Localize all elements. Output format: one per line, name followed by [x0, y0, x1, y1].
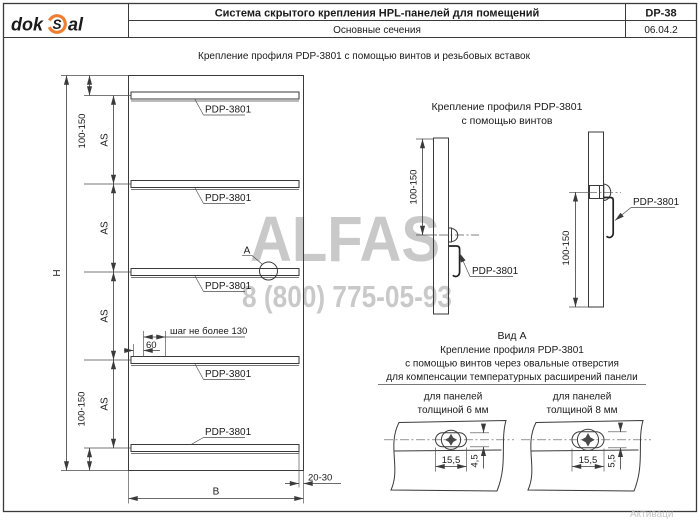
rail-4-label: PDP-3801	[205, 369, 252, 380]
logo-text-s: S	[52, 16, 62, 32]
profile-label-view1: PDP-3801	[472, 266, 519, 277]
dim-offset-bottom	[77, 392, 90, 471]
sheet-subtitle: Основные сечения	[333, 25, 421, 36]
sheet-code: DP-38	[645, 7, 677, 20]
rail-1-label: PDP-3801	[205, 104, 252, 116]
slot-detail-6mm	[384, 421, 514, 492]
dim-as-label-1: AS	[99, 133, 111, 147]
view-a-section	[378, 330, 651, 491]
watermark	[242, 203, 452, 314]
dim-as-label-4: AS	[99, 397, 111, 411]
profile-label-view2: PDP-3801	[633, 197, 680, 208]
dim-b	[129, 471, 304, 504]
rail-5-label: PDP-3801	[205, 427, 252, 438]
logo-text-dok: dok	[11, 14, 44, 35]
view-a-line1: Крепление профиля PDP-3801	[440, 345, 584, 356]
dim-edge-label: 20-30	[308, 472, 333, 484]
detail-a-label: A	[243, 245, 251, 257]
dim-offset-top	[77, 76, 90, 149]
dim-slot-width-8: 15,5	[578, 455, 598, 466]
dim-slot-width-6: 15,5	[441, 455, 461, 466]
screw-section-title-2: с помощью винтов	[461, 115, 553, 127]
dim-offset-view1: 100-150	[408, 169, 420, 205]
rail-2-label: PDP-3801	[205, 193, 252, 204]
profile-rail-5	[131, 445, 299, 454]
watermark-corner: Активаци	[630, 509, 674, 520]
sheet-number: 06.04.2	[644, 25, 678, 36]
phillips-cross-icon	[445, 434, 457, 446]
rail-3-label: PDP-3801	[205, 281, 252, 292]
profile-bracket-1	[449, 246, 460, 276]
view-a-title: Вид А	[497, 330, 527, 342]
panel8-caption-1: для панелей	[552, 391, 612, 403]
dim-as-label-2: AS	[99, 221, 111, 235]
wall-section-2	[589, 132, 604, 307]
screw-section-title-1: Крепление профиля PDP-3801	[431, 101, 583, 113]
profile-bracket-2	[604, 198, 613, 238]
dim-h-label: H	[52, 269, 63, 277]
dim-offset-view2: 100-150	[561, 230, 572, 266]
dim-slot-height-6: 4,5	[469, 454, 481, 468]
watermark-brand: ALFAS	[250, 203, 440, 275]
rail-labels	[191, 100, 252, 445]
logo-text-al: al	[68, 14, 84, 35]
dim-step-group	[124, 326, 247, 357]
view-a-line2: с помощью винтов через овальные отверстия	[405, 358, 619, 370]
dim-step-label: шаг не более 130	[170, 326, 248, 337]
dim-edge-group	[285, 452, 341, 488]
phillips-cross-icon	[581, 433, 595, 447]
dim-as-label-3: AS	[99, 309, 111, 323]
dim-offset-bottom-label: 100-150	[76, 391, 88, 427]
drawing-caption: Крепление профиля PDP-3801 с помощью винтов и резьбовых вставок	[198, 51, 530, 62]
panel6-caption-2: толщиной 6 мм	[417, 405, 489, 416]
profile-rail-4	[131, 357, 299, 366]
profile-rail-1	[131, 92, 299, 101]
logo	[11, 13, 84, 35]
slot-detail-8mm	[521, 421, 651, 492]
sheet-title: Система скрытого крепления HPL-панелей для помещений	[214, 7, 540, 20]
watermark-phone: 8 (800) 775-05-93	[242, 279, 452, 314]
panel8-caption-2: толщиной 8 мм	[546, 405, 618, 416]
screw-view-bottom	[561, 132, 680, 307]
panel6-caption-1: для панелей	[423, 391, 483, 403]
profile-rail-2	[131, 181, 299, 190]
dim-b-label: B	[212, 486, 220, 498]
dim-slot-height-8: 5,5	[606, 454, 618, 468]
dim-start-label: 60	[146, 340, 157, 351]
dim-h	[52, 76, 67, 471]
dim-offset-top-label: 100-150	[77, 113, 88, 149]
view-a-line3: для компенсации температурных расширений панели	[386, 372, 638, 383]
